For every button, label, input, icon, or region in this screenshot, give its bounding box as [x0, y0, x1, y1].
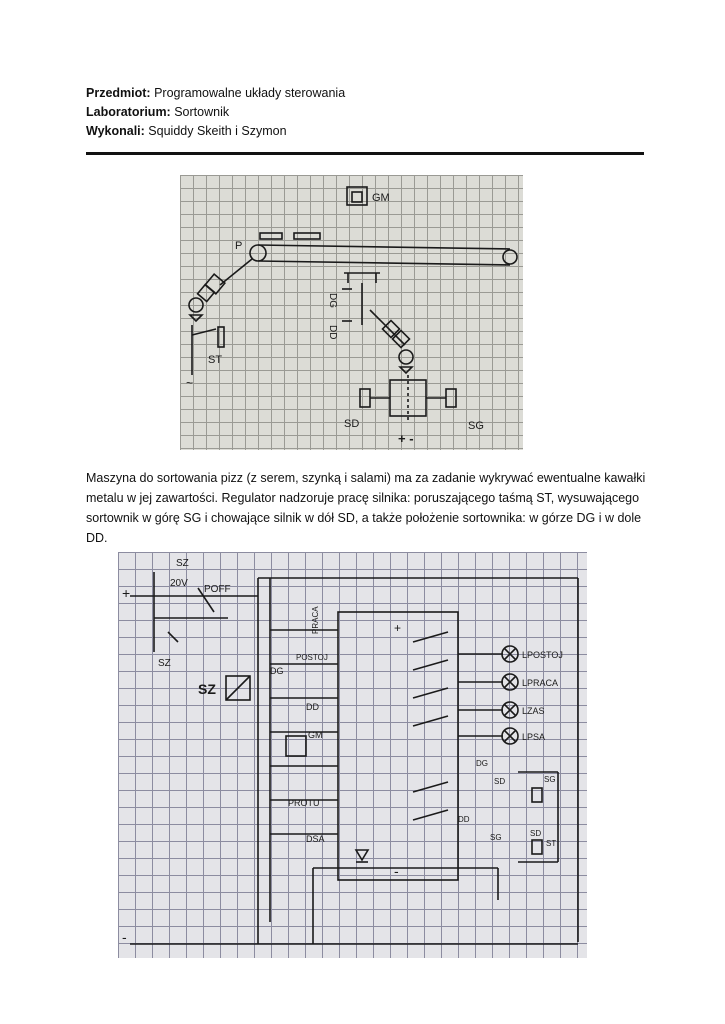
lpraca-label: LPRACA — [522, 678, 559, 688]
sd-coil — [360, 389, 370, 407]
lpsa-label: LPSA — [522, 732, 546, 742]
description-paragraph: Maszyna do sortowania pizz (z serem, szynką i salami) ma za zadanie wykrywać ewentualne kawałki metalu w jej zawartości. Regulator nadzoruje pracę silnika: poruszającego taśmą ST, wysuwającego sortownik w górę SG i chowające silnik w dół SD, a także położenie sortownika: w górze DG i w dole DD. — [86, 471, 646, 545]
gm-inner — [352, 192, 362, 202]
st-relay-coil — [532, 840, 542, 854]
sd-out-label: SD — [494, 777, 506, 786]
dg-label: DG — [327, 293, 338, 308]
right-shaft — [370, 310, 405, 345]
sd2-out-label: SD — [530, 829, 542, 838]
lamp-psa-cross — [504, 730, 516, 742]
right-motor — [399, 350, 413, 364]
dd-out-label: DD — [458, 815, 470, 824]
protu-label: PROTU — [288, 798, 320, 808]
out-contact-3 — [413, 688, 448, 698]
sg-out-label: SG — [544, 775, 556, 784]
out-contact-1 — [413, 632, 448, 642]
machine-sketch — [180, 175, 523, 450]
minus-mid-label: - — [394, 863, 399, 879]
v20-label: 20V — [170, 578, 188, 589]
wiring-diagram-drawing — [118, 552, 587, 958]
dg-input-label: DG — [270, 666, 284, 676]
supply-label: + - — [398, 431, 414, 446]
plus-mid-label: + — [394, 621, 402, 635]
plus-left-label: + — [122, 585, 131, 601]
gm-label: GM — [372, 192, 390, 204]
authors-line — [86, 122, 646, 141]
dsa-label: DSA — [306, 834, 325, 844]
lab-label: Laboratorium: — [86, 105, 171, 119]
belt-item-2 — [294, 233, 320, 239]
lab-value: Sortownik — [174, 105, 230, 119]
praca-label: PRACA — [311, 606, 320, 634]
st-out-label: ST — [546, 839, 557, 848]
sz-coil-mark — [226, 676, 250, 700]
gm-input-label: GM — [308, 730, 323, 740]
out-contact-5 — [413, 782, 448, 792]
subject-value: Programowalne układy sterowania — [154, 86, 346, 100]
actuator-box — [390, 380, 426, 416]
wiring-diagram — [118, 552, 587, 958]
dd-label: DD — [327, 325, 338, 340]
header-divider — [86, 152, 644, 155]
left-motor-base — [190, 315, 202, 321]
sz-top-label: SZ — [176, 558, 189, 569]
machine-sketch-drawing — [180, 175, 523, 450]
minus-left-label: - — [122, 929, 127, 945]
lzas-label: LZAS — [522, 706, 545, 716]
left-shaft — [220, 259, 252, 285]
out-contact-6 — [413, 810, 448, 820]
dg-out-label: DG — [476, 759, 488, 768]
ac-label: ~ — [186, 376, 194, 390]
authors-value: Squiddy Skeith i Szymon — [148, 124, 287, 138]
sz-coil-label: SZ — [198, 681, 216, 697]
right-motor-base — [400, 367, 412, 373]
lamp-praca-cross — [504, 676, 516, 688]
lpostoj-label: LPOSTOJ — [522, 650, 563, 660]
belt-item-1 — [260, 233, 282, 239]
out-contact-4 — [413, 716, 448, 726]
subject-label: Przedmiot: — [86, 86, 151, 100]
plc-block — [338, 612, 458, 880]
belt-left-roller — [250, 245, 266, 261]
sg-label: SG — [468, 420, 484, 432]
sg-relay-coil — [532, 788, 542, 802]
st-contact — [192, 329, 216, 335]
subject-line — [86, 84, 646, 103]
sz-hold-contact — [168, 632, 178, 642]
st-label: ST — [208, 354, 223, 366]
out-contact-2 — [413, 660, 448, 670]
authors-label: Wykonali: — [86, 124, 145, 138]
st-coil — [218, 327, 224, 347]
sg-coil — [446, 389, 456, 407]
sd-label: SD — [344, 418, 360, 430]
document-header — [86, 84, 646, 141]
left-motor — [189, 298, 203, 312]
diode — [356, 850, 368, 860]
belt-right-roller — [503, 250, 517, 264]
belt-top — [258, 245, 510, 249]
gm-sensor — [286, 736, 306, 756]
poff-label: POFF — [204, 584, 231, 595]
lamp-zas-cross — [504, 704, 516, 716]
dd-input-label: DD — [306, 702, 319, 712]
sg2-out-label: SG — [490, 833, 502, 842]
lamp-postoj-cross — [504, 648, 516, 660]
postoj-label: POSTOJ — [296, 653, 328, 662]
belt-bottom — [258, 261, 510, 265]
sz-left-label: SZ — [158, 658, 171, 669]
lab-line — [86, 103, 646, 122]
p-label: P — [235, 240, 243, 252]
